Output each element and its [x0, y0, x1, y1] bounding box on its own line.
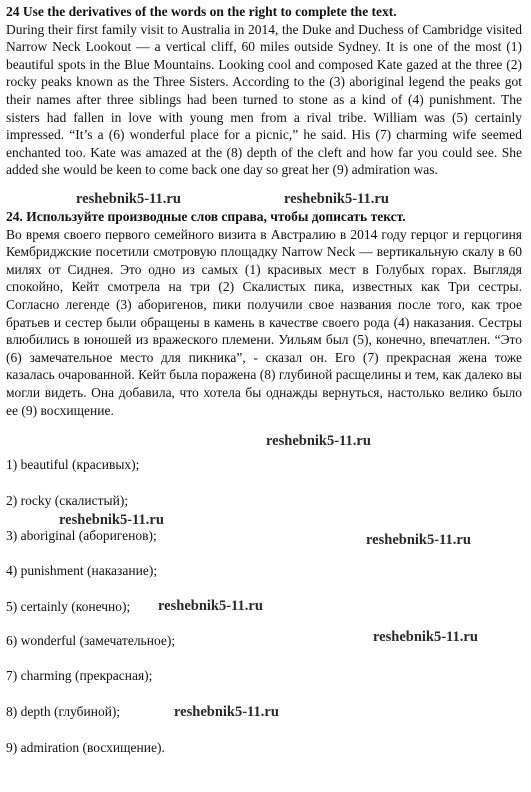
task-24-russian — [6, 208, 522, 419]
answer-3: 3) aboriginal (аборигенов); — [6, 528, 157, 543]
watermark: reshebnik5-11.ru — [266, 433, 371, 449]
task-heading-english: 24 Use the derivatives of the words on the right to complete the text. — [6, 4, 397, 19]
answer-4: 4) punishment (наказание); — [6, 563, 158, 578]
watermark: reshebnik5-11.ru — [158, 598, 263, 614]
answer-8: 8) depth (глубиной); — [6, 704, 121, 719]
watermark: reshebnik5-11.ru — [366, 532, 471, 548]
watermark: reshebnik5-11.ru — [373, 629, 478, 645]
watermark: reshebnik5-11.ru — [284, 191, 389, 207]
watermark: reshebnik5-11.ru — [59, 512, 164, 528]
answer-1: 1) beautiful (красивых); — [6, 457, 140, 472]
task-text-english: During their first family visit to Australia in 2014, the Duke and Duchess of Cambridge visited Narrow Neck Lookout — a vertical cliff, 60 miles outside Sydney. It is one of the most (1) beautiful spots in the Blue Mountains. Looking cool and composed Kate gazed at the three (2) rocky peaks known as the Three Sisters. According to the (3) aboriginal legend the peaks got their names after three siblings had been turned to stone as a kind of (4) punishment. The sisters had fallen in love with young men from a rival tribe. William was (5) certainly impressed. “It’s a (6) wonderful place for a picnic,” he said. His (7) charming wife seemed enchanted too. Kate was amazed at the (8) depth of the cleft and how far you could see. She added she would be keen to come back one day so great her (9) admiration was. — [6, 21, 522, 178]
watermark: reshebnik5-11.ru — [174, 704, 279, 720]
task-heading-russian: 24. Используйте производные слов справа, чтобы дописать текст. — [6, 209, 406, 224]
answer-6: 6) wonderful (замечательное); — [6, 633, 176, 648]
answer-2: 2) rocky (скалистый); — [6, 493, 129, 508]
answer-7: 7) charming (прекрасная); — [6, 668, 153, 683]
task-text-russian: Во время своего первого семейного визита в Австралию в 2014 году герцог и герцогиня Кембриджские посетили смотровую площадку Narrow Neck — вертикальную скалу в 60 милях от Сиднея. Это одно из самых (1) красивых мест в Голубых горах. Выглядя спокойно, Кейт смотрела на три (2) Скалистых пика, известных как Три сестры. Согласно легенде (3) аборигенов, пики получили свое названия после того, как трое братьев и сестер были обращены в камень в качестве своего рода (4) наказания. Сестры влюбились в юношей из вражеского племени. Уильям был (5), конечно, впечатлен. “Это (6) замечательное место для пикника”, - сказал он. Его (7) прекрасная жена тоже казалась очарованной. Кейт была поражена (8) глубиной расщелины и тем, как далеко вы могли видеть. Она добавила, что хотела бы однажды вернуться, настолько велико было ее (9) восхищение. — [6, 226, 522, 418]
answer-9: 9) admiration (восхищение). — [6, 740, 165, 755]
task-24-english — [6, 3, 522, 179]
answer-5: 5) certainly (конечно); — [6, 599, 131, 614]
watermark: reshebnik5-11.ru — [76, 191, 181, 207]
